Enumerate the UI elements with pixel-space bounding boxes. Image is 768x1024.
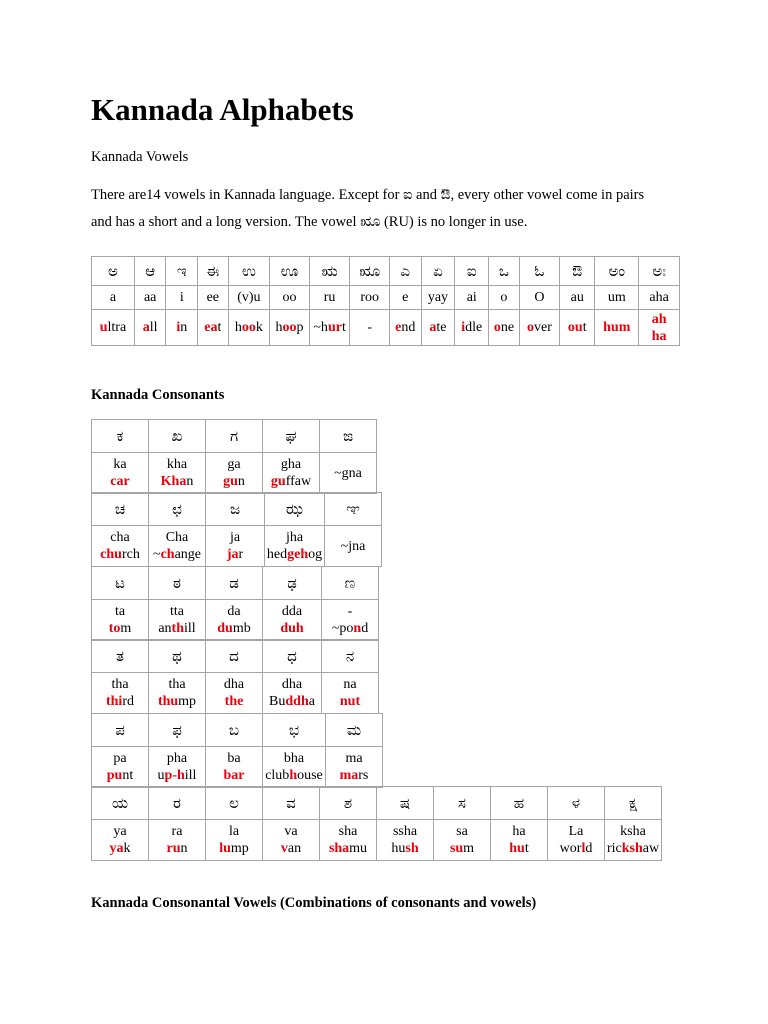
vowel-roman: ee bbox=[198, 286, 228, 310]
vowels-table bbox=[91, 256, 680, 346]
vowel-roman: roo bbox=[350, 286, 390, 310]
consonant-roman: sa bbox=[456, 824, 468, 839]
consonant-roman: cha bbox=[110, 530, 130, 545]
consonant-example-word: the bbox=[224, 694, 244, 709]
vowel-example-word: eat bbox=[198, 310, 228, 346]
vowel-letter: ಐ bbox=[455, 257, 489, 286]
consonant-letter: ರ bbox=[149, 787, 206, 820]
consonant-letter: ಯ bbox=[92, 787, 149, 820]
vowel-letter: ಋ bbox=[309, 257, 350, 286]
vowel-letter: ಇ bbox=[166, 257, 198, 286]
consonant-example-word: yak bbox=[109, 841, 131, 856]
consonant-example bbox=[92, 820, 149, 861]
vowels-heading: Kannada Vowels bbox=[91, 149, 189, 165]
consonant-letter: ಪ bbox=[92, 714, 149, 747]
consonant-letter: ನ bbox=[322, 640, 379, 673]
consonant-letter: ಚ bbox=[92, 493, 149, 526]
consonant-example bbox=[149, 747, 206, 788]
vowel-roman: aha bbox=[639, 286, 680, 310]
consonant-example bbox=[263, 600, 322, 641]
vowel-roman: yay bbox=[421, 286, 455, 310]
consonant-example-word: mars bbox=[339, 768, 369, 783]
consonants-row-table bbox=[91, 419, 377, 494]
consonant-roman: ra bbox=[171, 824, 183, 839]
vowel-example-word: in bbox=[166, 310, 198, 346]
consonant-example-word: clubhouse bbox=[265, 768, 323, 783]
consonant-roman: na bbox=[343, 677, 357, 692]
consonant-example bbox=[206, 453, 263, 494]
consonant-example bbox=[263, 820, 320, 861]
consonant-example-word: lump bbox=[219, 841, 249, 856]
consonant-example bbox=[149, 820, 206, 861]
consonant-example bbox=[605, 820, 662, 861]
vowel-example-word: ultra bbox=[92, 310, 135, 346]
consonant-example bbox=[92, 453, 149, 494]
consonant-letter: ಣ bbox=[322, 567, 379, 600]
consonant-roman: dha bbox=[281, 677, 303, 692]
vowel-letter: ಅಂ bbox=[595, 257, 639, 286]
vowel-roman: a bbox=[92, 286, 135, 310]
consonant-roman: pa bbox=[113, 751, 127, 766]
consonant-example bbox=[491, 820, 548, 861]
consonant-example bbox=[377, 820, 434, 861]
consonants-row-table bbox=[91, 639, 379, 714]
vowel-letter: ಏ bbox=[421, 257, 455, 286]
consonant-letter: ವ bbox=[263, 787, 320, 820]
consonant-letter: ಜ bbox=[206, 493, 265, 526]
consonant-example bbox=[206, 600, 263, 641]
consonant-example bbox=[326, 747, 383, 788]
consonant-example bbox=[149, 453, 206, 494]
consonant-roman: ~gna bbox=[334, 465, 362, 481]
consonant-example-word: rickshaw bbox=[606, 841, 660, 856]
consonant-roman: pha bbox=[166, 751, 188, 766]
consonant-example bbox=[206, 820, 263, 861]
consonant-example bbox=[263, 747, 326, 788]
consonants-heading: Kannada Consonants bbox=[91, 387, 225, 403]
consonant-letter: ಶ bbox=[320, 787, 377, 820]
consonant-example bbox=[206, 673, 263, 714]
consonant-example bbox=[92, 600, 149, 641]
vowel-example-word: idle bbox=[455, 310, 489, 346]
consonant-roman: tha bbox=[168, 677, 186, 692]
consonant-example-word: car bbox=[110, 474, 130, 489]
consonant-roman: ba bbox=[227, 751, 241, 766]
intro-line-2: and has a short and a long version. The vowel ೠ (RU) is no longer in use. bbox=[91, 214, 528, 230]
consonant-letter: ದ bbox=[206, 640, 263, 673]
consonantal-vowels-heading: Kannada Consonantal Vowels (Combinations of consonants and vowels) bbox=[91, 895, 537, 911]
consonant-example-word: hush bbox=[391, 841, 419, 856]
consonant-letter: ಠ bbox=[149, 567, 206, 600]
consonant-roman: da bbox=[227, 604, 241, 619]
consonant-roman: ta bbox=[114, 604, 126, 619]
consonant-letter: ತ bbox=[92, 640, 149, 673]
vowel-letter: ಈ bbox=[198, 257, 228, 286]
consonants-row-table bbox=[91, 786, 662, 861]
consonant-example bbox=[325, 526, 382, 567]
vowel-roman: aa bbox=[134, 286, 166, 310]
consonant-example-word: dumb bbox=[217, 621, 251, 636]
consonant-example-word: nut bbox=[339, 694, 361, 709]
consonant-letter: ಞ bbox=[325, 493, 382, 526]
vowel-roman: um bbox=[595, 286, 639, 310]
vowel-example-word: ~hurt bbox=[309, 310, 350, 346]
consonant-example bbox=[322, 673, 379, 714]
consonant-roman: ma bbox=[345, 751, 363, 766]
vowel-roman: O bbox=[519, 286, 560, 310]
consonant-roman: ha bbox=[512, 824, 526, 839]
consonant-example bbox=[206, 747, 263, 788]
vowel-letter: ಊ bbox=[270, 257, 310, 286]
consonant-roman: tha bbox=[111, 677, 129, 692]
consonant-letter: ಲ bbox=[206, 787, 263, 820]
consonant-example bbox=[149, 673, 206, 714]
consonant-example-word: anthill bbox=[158, 621, 196, 636]
consonant-example bbox=[92, 673, 149, 714]
consonant-roman: jha bbox=[285, 530, 304, 545]
consonant-roman: La bbox=[568, 824, 584, 839]
consonant-example bbox=[322, 600, 379, 641]
consonant-example bbox=[92, 526, 149, 567]
consonant-example-word: Buddha bbox=[269, 694, 315, 709]
consonant-roman: va bbox=[284, 824, 298, 839]
consonant-example-word: hedgehog bbox=[266, 547, 323, 562]
vowel-letter: ಒ bbox=[489, 257, 519, 286]
vowel-letter: ಓ bbox=[519, 257, 560, 286]
consonant-roman: kha bbox=[166, 457, 188, 472]
vowel-example-word: hum bbox=[595, 310, 639, 346]
consonant-roman: ssha bbox=[392, 824, 418, 839]
consonant-roman: ga bbox=[227, 457, 241, 472]
consonant-example bbox=[263, 673, 322, 714]
consonant-letter: ಫ bbox=[149, 714, 206, 747]
consonants-row-table bbox=[91, 713, 383, 788]
consonant-letter: ಧ bbox=[263, 640, 322, 673]
consonant-letter: ಳ bbox=[548, 787, 605, 820]
consonant-example-word: tom bbox=[108, 621, 132, 636]
vowel-example-word: ate bbox=[421, 310, 455, 346]
vowel-roman: (v)u bbox=[228, 286, 270, 310]
consonant-letter: ಷ bbox=[377, 787, 434, 820]
vowel-letter: ಎ bbox=[389, 257, 421, 286]
consonant-letter: ಕ್ಷ bbox=[605, 787, 662, 820]
consonant-example bbox=[206, 526, 265, 567]
consonant-letter: ಟ bbox=[92, 567, 149, 600]
consonant-example-word: sum bbox=[449, 841, 475, 856]
consonant-letter: ಥ bbox=[149, 640, 206, 673]
consonant-example-word: guffaw bbox=[270, 474, 312, 489]
consonant-roman: ~jna bbox=[340, 538, 366, 554]
consonant-letter: ಖ bbox=[149, 420, 206, 453]
vowel-letter: ಉ bbox=[228, 257, 270, 286]
consonant-example-word: bar bbox=[223, 768, 245, 783]
vowel-letter: ೠ bbox=[350, 257, 390, 286]
vowel-example-word: all bbox=[134, 310, 166, 346]
consonant-letter: ಸ bbox=[434, 787, 491, 820]
consonant-example-word: punt bbox=[106, 768, 134, 783]
vowel-letter: ಅಃ bbox=[639, 257, 680, 286]
consonant-example-word: van bbox=[280, 841, 302, 856]
vowel-example-word: one bbox=[489, 310, 519, 346]
vowel-roman: e bbox=[389, 286, 421, 310]
vowel-roman: ai bbox=[455, 286, 489, 310]
consonant-letter: ಡ bbox=[206, 567, 263, 600]
consonant-letter: ಹ bbox=[491, 787, 548, 820]
vowel-example-word: hook bbox=[228, 310, 270, 346]
consonant-roman: - bbox=[347, 604, 353, 619]
consonants-row-table bbox=[91, 566, 379, 641]
consonant-roman: tta bbox=[170, 604, 184, 619]
consonant-roman: la bbox=[228, 824, 240, 839]
consonant-letter: ಬ bbox=[206, 714, 263, 747]
consonant-example-word: duh bbox=[280, 621, 304, 636]
consonant-roman: ya bbox=[113, 824, 127, 839]
consonant-example bbox=[92, 747, 149, 788]
intro-line-1: There are14 vowels in Kannada language. Except for ಐ and ಔ, every other vowel come in pairs bbox=[91, 187, 645, 203]
consonant-roman: ka bbox=[113, 457, 127, 472]
vowel-roman: o bbox=[489, 286, 519, 310]
vowel-letter: ಆ bbox=[134, 257, 166, 286]
consonant-roman: ksha bbox=[620, 824, 646, 839]
consonant-example bbox=[149, 600, 206, 641]
consonant-letter: ಘ bbox=[263, 420, 320, 453]
consonant-letter: ಭ bbox=[263, 714, 326, 747]
consonant-roman: ja bbox=[229, 530, 241, 545]
consonant-letter: ಗ bbox=[206, 420, 263, 453]
consonant-example-word: ~pond bbox=[331, 621, 369, 636]
consonant-example bbox=[149, 526, 206, 567]
consonant-example-word: jar bbox=[226, 547, 244, 562]
consonant-example bbox=[320, 453, 377, 494]
vowel-example-word: end bbox=[389, 310, 421, 346]
consonant-example-word: Khan bbox=[160, 474, 194, 489]
consonant-letter: ಙ bbox=[320, 420, 377, 453]
vowel-example-word: hoop bbox=[270, 310, 310, 346]
vowel-roman: au bbox=[560, 286, 595, 310]
vowel-example-word: over bbox=[519, 310, 560, 346]
consonant-letter: ಛ bbox=[149, 493, 206, 526]
page-title: Kannada Alphabets bbox=[91, 92, 354, 127]
consonant-letter: ಢ bbox=[263, 567, 322, 600]
consonant-letter: ಮ bbox=[326, 714, 383, 747]
consonant-roman: dha bbox=[223, 677, 245, 692]
consonant-example-word: shamu bbox=[328, 841, 368, 856]
consonant-example bbox=[320, 820, 377, 861]
consonant-example bbox=[434, 820, 491, 861]
vowel-example-word: ah ha bbox=[639, 310, 680, 346]
vowel-roman: ru bbox=[309, 286, 350, 310]
consonant-example-word: world bbox=[559, 841, 593, 856]
consonants-row-table bbox=[91, 492, 382, 567]
consonant-letter: ಕ bbox=[92, 420, 149, 453]
consonant-example bbox=[548, 820, 605, 861]
consonant-example bbox=[263, 453, 320, 494]
consonant-example-word: thump bbox=[157, 694, 197, 709]
consonant-example-word: ~change bbox=[152, 547, 201, 562]
vowel-letter: ಅ bbox=[92, 257, 135, 286]
consonant-roman: dda bbox=[281, 604, 303, 619]
consonant-letter: ಝ bbox=[265, 493, 325, 526]
consonant-example bbox=[265, 526, 325, 567]
consonant-roman: Cha bbox=[165, 530, 189, 545]
vowel-example-word: - bbox=[350, 310, 390, 346]
vowel-letter: ಔ bbox=[560, 257, 595, 286]
consonant-example-word: hut bbox=[509, 841, 529, 856]
vowel-roman: i bbox=[166, 286, 198, 310]
consonant-roman: bha bbox=[283, 751, 305, 766]
vowel-roman: oo bbox=[270, 286, 310, 310]
consonant-roman: sha bbox=[338, 824, 358, 839]
consonant-example-word: up-hill bbox=[157, 768, 197, 783]
consonant-example-word: third bbox=[105, 694, 134, 709]
consonant-example-word: gun bbox=[223, 474, 245, 489]
consonant-example-word: church bbox=[100, 547, 140, 562]
consonant-example-word: run bbox=[166, 841, 188, 856]
consonant-roman: gha bbox=[280, 457, 302, 472]
vowel-example-word: out bbox=[560, 310, 595, 346]
